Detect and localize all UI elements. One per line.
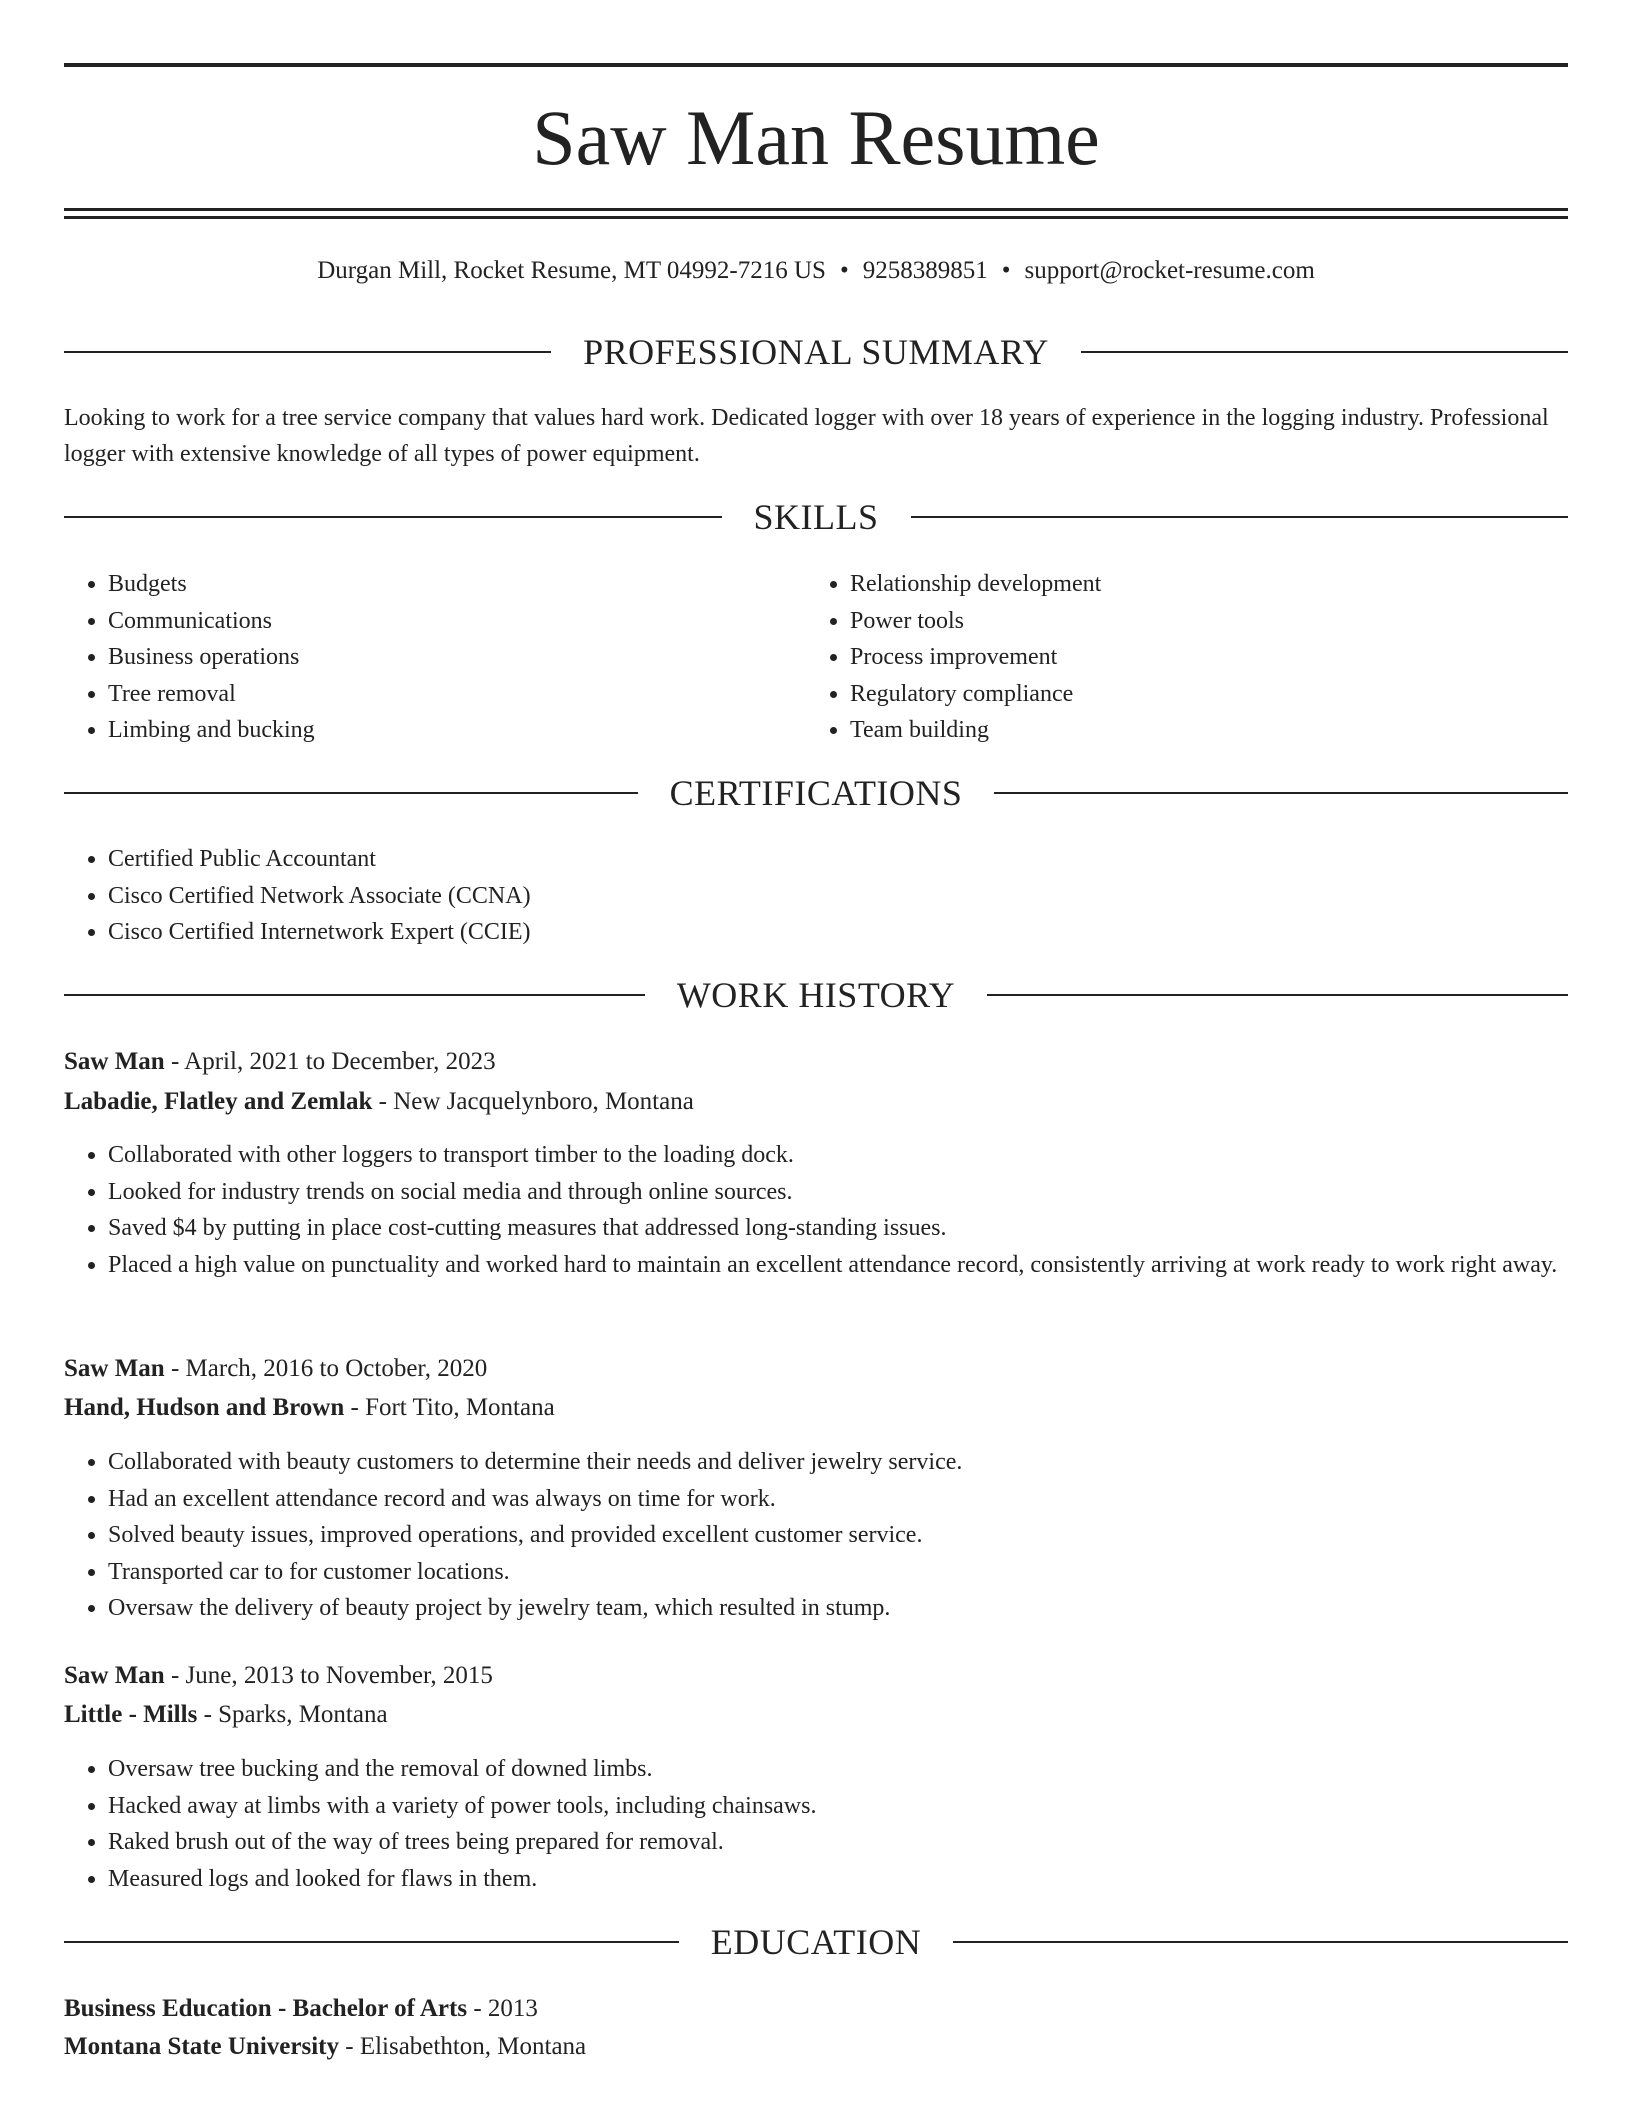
skill-item: • Budgets [108,566,804,603]
section-title-summary: PROFESSIONAL SUMMARY [583,332,1049,372]
skill-item: • Process improvement [850,639,1566,676]
contact-email: support@rocket-resume.com [1024,257,1315,284]
job-bullet: • Collaborated with other loggers to transport timber to the loading dock. [108,1137,1568,1174]
section-rule-left [64,994,645,996]
section-title-skills: SKILLS [753,497,879,537]
job-company-line [64,1698,1568,1732]
section-rule-right [1081,351,1568,353]
job-title: Saw Man [64,1355,165,1382]
section-rule-left [64,516,722,518]
dash: - [203,1701,212,1728]
job-title-line [64,1659,1568,1693]
job-bullet: • Saved $4 by putting in place cost-cutting measures that addressed long-standing issues. [108,1210,1568,1247]
job-title-line [64,1352,1568,1386]
dash: - [345,2033,354,2060]
contact-separator: • [839,257,849,284]
education-school: Montana State University [64,2033,339,2060]
job-bullet: • Placed a high value on punctuality and worked hard to maintain an excellent attendance record, consistently arriving at work ready to work right away. [108,1247,1568,1284]
skills-column-left [64,566,804,749]
contact-line [64,254,1568,288]
job-company: Hand, Hudson and Brown [64,1394,345,1421]
education-degree: Business Education - Bachelor of Arts [64,1995,468,2022]
job-company: Labadie, Flatley and Zemlak [64,1088,373,1115]
job-bullet: • Oversaw tree bucking and the removal of downed limbs. [108,1751,1568,1788]
education-location: Elisabethton, Montana [359,2033,587,2060]
summary-text: Looking to work for a tree service company that values hard work. Dedicated logger with over 18 years of experience in the logging industry. Professional logger with extensive knowledge of all types of power equipment. [64,405,1549,467]
job-title-line [64,1045,1568,1079]
job-bullet: • Raked brush out of the way of trees being prepared for removal. [108,1824,1568,1861]
skill-item: • Tree removal [108,676,804,713]
job-bullets [64,1444,1568,1627]
skill-item: • Business operations [108,639,804,676]
job-location: Fort Tito, Montana [365,1394,555,1421]
job-dates: June, 2013 to November, 2015 [185,1662,493,1689]
section-rule-left [64,1941,679,1943]
skill-item: • Regulatory compliance [850,676,1566,713]
section-rule-right [994,792,1568,794]
dash: - [170,1048,180,1075]
contact-address: Durgan Mill, Rocket Resume, MT 04992-7216 US [317,257,826,284]
header-double-rule-lower [64,216,1568,219]
section-header-work-history [64,972,1568,1018]
education-degree-line [64,1992,1568,2026]
section-header-skills [64,494,1568,540]
education-year: 2013 [487,1995,538,2022]
job-company: Little - Mills [64,1701,198,1728]
job-bullet: • Solved beauty issues, improved operations, and provided excellent customer service. [108,1517,1568,1554]
job-bullet: • Collaborated with beauty customers to determine their needs and deliver jewelry service. [108,1444,1568,1481]
resume-title: Saw Man Resume [532,94,1100,181]
dash: - [378,1088,387,1115]
job-bullet: • Oversaw the delivery of beauty project by jewelry team, which resulted in stump. [108,1590,1568,1627]
job-title: Saw Man [64,1048,165,1075]
certification-item: • Certified Public Accountant [108,841,1568,878]
dash: - [170,1355,180,1382]
section-rule-left [64,351,551,353]
job-bullet: • Had an excellent attendance record and was always on time for work. [108,1481,1568,1518]
section-rule-right [911,516,1569,518]
dash: - [350,1394,359,1421]
section-header-education [64,1919,1568,1965]
job-bullets [64,1137,1568,1283]
job-bullet: • Looked for industry trends on social media and through online sources. [108,1174,1568,1211]
contact-separator: • [1001,257,1011,284]
section-title-education: EDUCATION [710,1922,922,1962]
job-bullets [64,1751,1568,1897]
section-rule-right [953,1941,1568,1943]
section-title-certifications: CERTIFICATIONS [669,773,963,813]
job-bullet: • Transported car to for customer locations. [108,1554,1568,1591]
job-bullet: • Measured logs and looked for flaws in them. [108,1861,1568,1898]
skill-item: • Relationship development [850,566,1566,603]
dash: - [170,1662,180,1689]
job-location: Sparks, Montana [218,1701,388,1728]
header-top-rule [64,63,1568,67]
contact-phone: 9258389851 [862,257,988,284]
job-title: Saw Man [64,1662,165,1689]
skill-item: • Communications [108,603,804,640]
section-header-certifications [64,770,1568,816]
dash: - [473,1995,482,2022]
section-rule-left [64,792,638,794]
certification-item: • Cisco Certified Network Associate (CCNA) [108,878,1568,915]
certifications-list [64,841,1568,951]
skill-item: • Team building [850,712,1566,749]
job-bullet: • Hacked away at limbs with a variety of power tools, including chainsaws. [108,1788,1568,1825]
header-double-rule-upper [64,208,1568,211]
section-title-work-history: WORK HISTORY [676,975,956,1015]
education-school-line [64,2030,1568,2064]
skill-item: • Power tools [850,603,1566,640]
job-company-line [64,1391,1568,1425]
job-dates: March, 2016 to October, 2020 [185,1355,488,1382]
job-location: New Jacquelynboro, Montana [393,1088,694,1115]
job-dates: April, 2021 to December, 2023 [184,1048,496,1075]
section-rule-right [987,994,1568,996]
job-company-line [64,1085,1568,1119]
skills-column-right [806,566,1566,749]
skill-item: • Limbing and bucking [108,712,804,749]
certification-item: • Cisco Certified Internetwork Expert (CCIE) [108,914,1568,951]
section-header-summary [64,329,1568,375]
